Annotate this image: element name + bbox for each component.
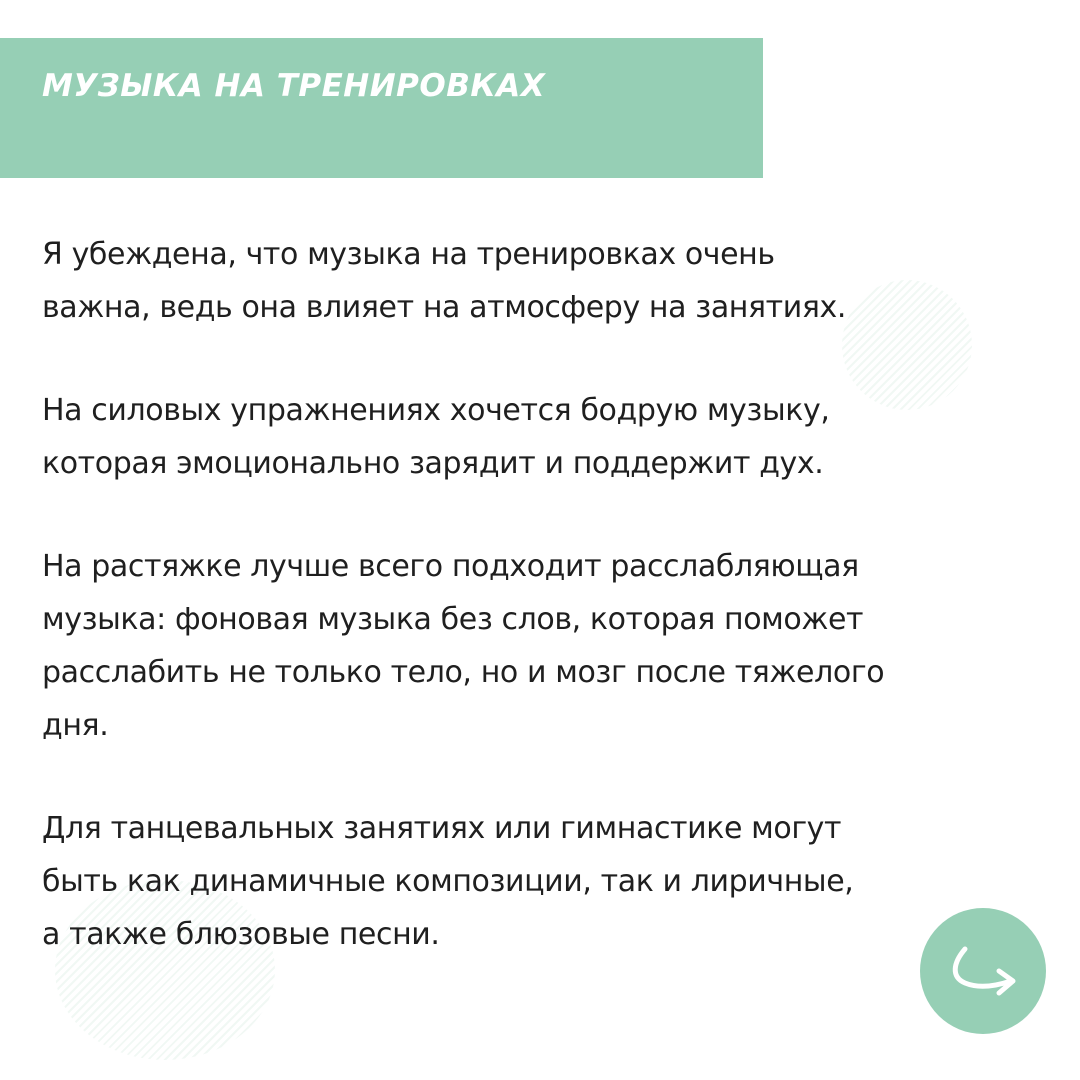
article-body (42, 228, 1042, 1011)
paragraph-dance: Для танцевальных занятиях или гимнастике могут быть как динамичные композиции, так и лиричные, а также блюзовые песни. (42, 811, 854, 952)
paragraph-strength: На силовых упражнениях хочется бодрую музыку, которая эмоционально зарядит и поддержит дух. (42, 393, 830, 481)
page-title: МУЗЫКА НА ТРЕНИРОВКАХ (42, 68, 546, 104)
paragraph-intro: Я убеждена, что музыка на тренировках очень важна, ведь она влияет на атмосферу на занятиях. (42, 237, 846, 325)
next-slide-button[interactable] (920, 908, 1046, 1034)
curved-arrow-right-icon (943, 941, 1023, 1001)
paragraph-stretching: На растяжке лучше всего подходит расслабляющая музыка: фоновая музыка без слов, которая поможет расслабить не только тело, но и мозг после тяжелого дня. (42, 549, 885, 743)
